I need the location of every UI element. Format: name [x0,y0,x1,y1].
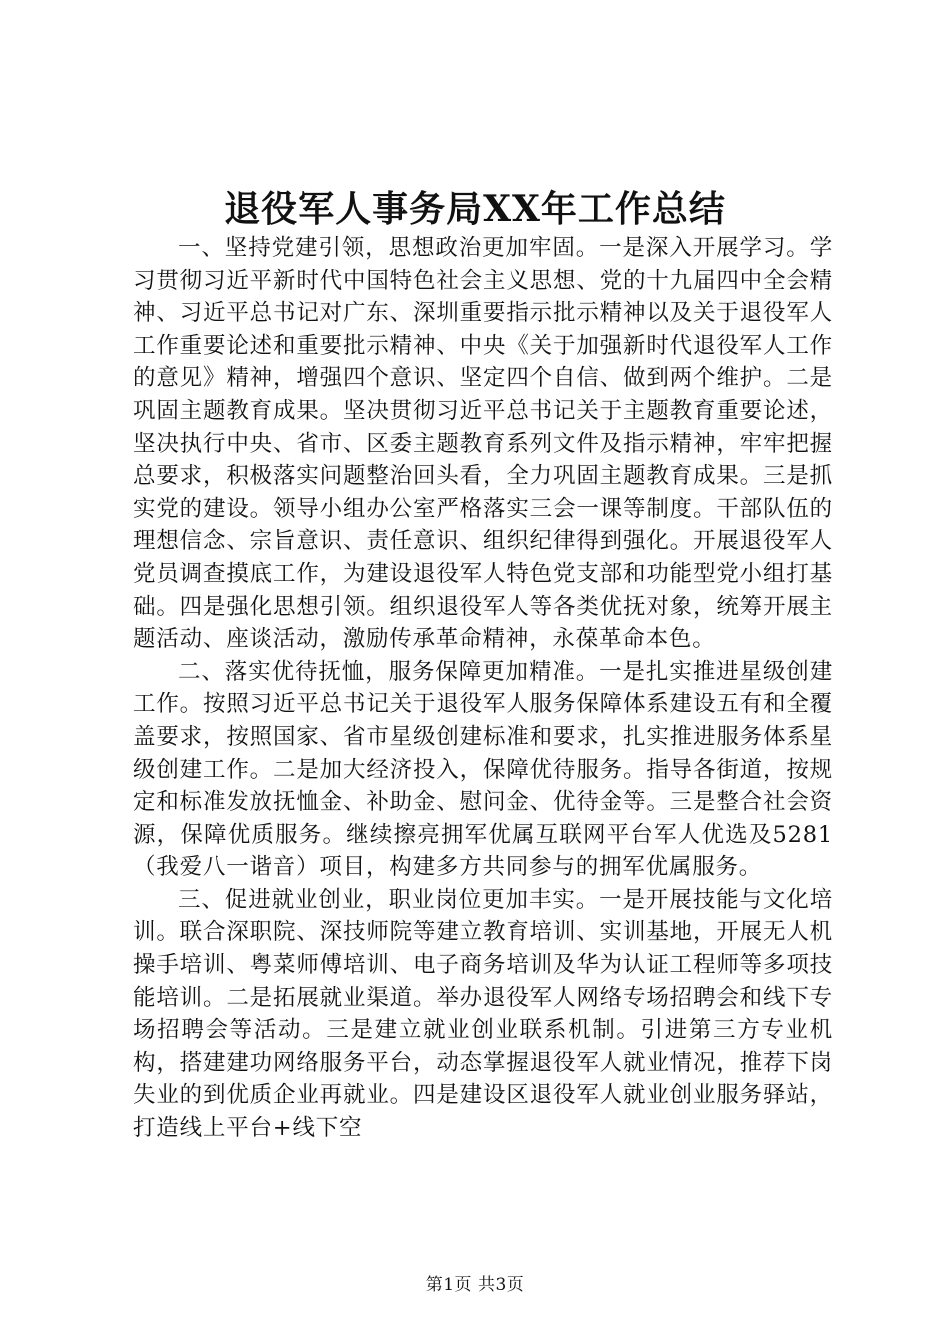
paragraph-3: 三、促进就业创业，职业岗位更加丰实。一是开展技能与文化培训。联合深职院、深技师院等建立教育培训、实训基地，开展无人机操手培训、粤菜师傅培训、电子商务培训及华为认证工程师等多项技能培训。二是拓展就业渠道。举办退役军人网络专场招聘会和线下专场招聘会等活动。三是建立就业创业联系机制。引进第三方专业机构，搭建建功网络服务平台，动态掌握退役军人就业情况，推荐下岗失业的到优质企业再就业。四是建设区退役军人就业创业服务驿站，打造线上平台+线下空 [133,886,833,1142]
document-body [133,232,833,1145]
paragraph-2: 二、落实优待抚恤，服务保障更加精准。一是扎实推进星级创建工作。按照习近平总书记关于退役军人服务保障体系建设五有和全覆盖要求，按照国家、省市星级创建标准和要求，扎实推进服务体系星级创建工作。二是加大经济投入，保障优待服务。指导各街道，按规定和标准发放抚恤金、补助金、慰问金、优待金等。三是整合社会资源，保障优质服务。继续擦亮拥军优属互联网平台军人优选及5281（我爱八一谐音）项目，构建多方共同参与的拥军优属服务。 [133,658,833,881]
page-number-footer: 第1页 共3页 [425,1275,525,1295]
document-title: 退役军人事务局XX年工作总结 [224,188,726,230]
paragraph-1: 一、坚持党建引领，思想政治更加牢固。一是深入开展学习。学习贯彻习近平新时代中国特色社会主义思想、党的十九届四中全会精神、习近平总书记对广东、深圳重要指示批示精神以及关于退役军人工作重要论述和重要批示精神、中央《关于加强新时代退役军人工作的意见》精神，增强四个意识、坚定四个自信、做到两个维护。二是巩固主题教育成果。坚决贯彻习近平总书记关于主题教育重要论述，坚决执行中央、省市、区委主题教育系列文件及指示精神，牢牢把握总要求，积极落实问题整治回头看，全力巩固主题教育成果。三是抓实党的建设。领导小组办公室严格落实三会一课等制度。干部队伍的理想信念、宗旨意识、责任意识、组织纪律得到强化。开展退役军人党员调查摸底工作，为建设退役军人特色党支部和功能型党小组打基础。四是强化思想引领。组织退役军人等各类优抚对象，统筹开展主题活动、座谈活动，激励传承革命精神，永葆革命本色。 [133,235,833,653]
